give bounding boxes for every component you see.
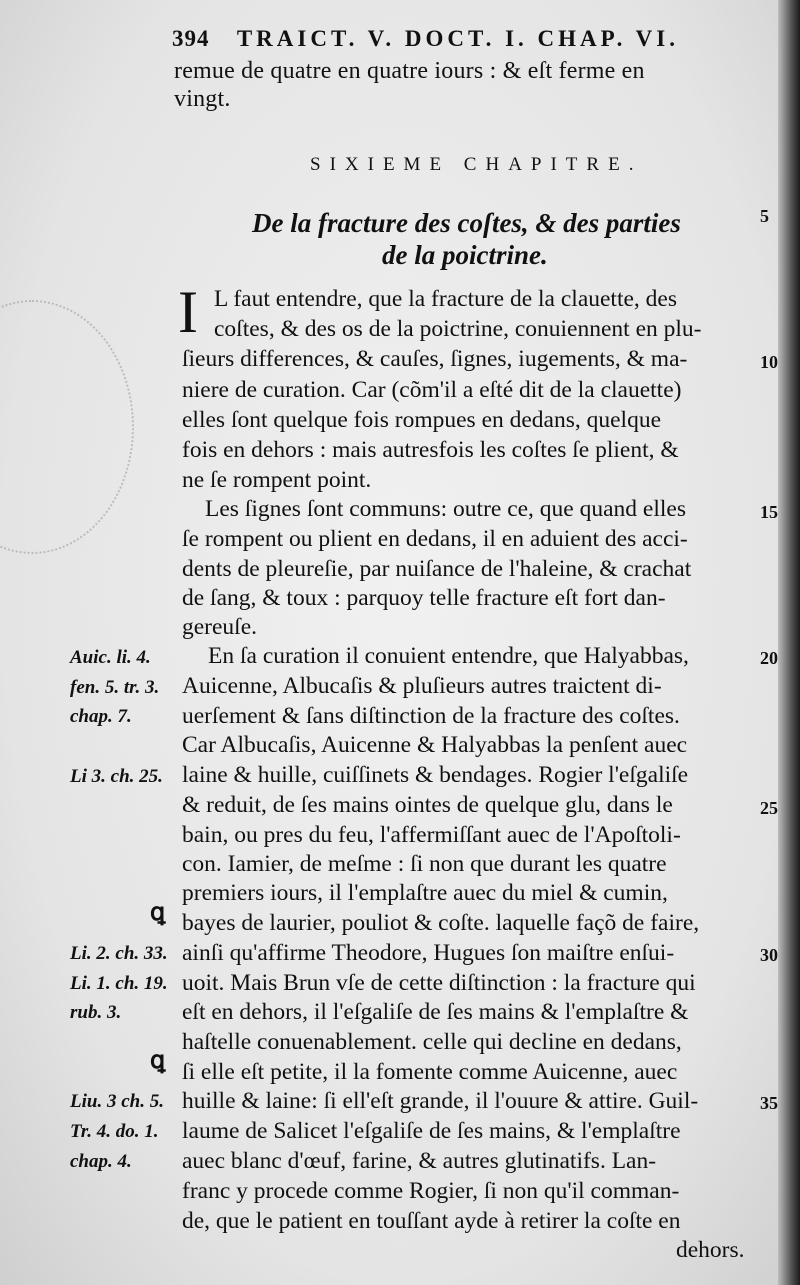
body-line: franc y procede comme Rogier, ſi non qu'il comman- (182, 1178, 680, 1204)
margin-note: Li. 1. ch. 19. (70, 973, 168, 994)
page-number: 394 (172, 26, 210, 51)
margin-note: Li. 2. ch. 33. (70, 943, 168, 964)
body-line: ainſi qu'affirme Theodore, Hugues ſon maiſtre enſui- (182, 940, 675, 966)
body-line: uoit. Mais Brun vſe de cette diſtinction : la fracture qui (182, 970, 696, 996)
line-number: 20 (760, 648, 778, 668)
margin-note: Tr. 4. do. 1. (70, 1121, 159, 1142)
paragraph-mark-glyph: ꝗ (150, 1048, 166, 1074)
book-spine-shadow (778, 0, 800, 1285)
body-line: laine & huille, cuiſſinets & bendages. Rogier l'eſgaliſe (182, 762, 689, 788)
continuation-line: remue de quatre en quatre iours : & eſt ferme en (174, 58, 645, 84)
paragraph-mark-glyph: ꝗ (150, 900, 166, 926)
body-line: niere de curation. Car (cõm'il a eſté dit de la clauette) (182, 377, 682, 403)
body-line: gereuſe. (182, 614, 258, 640)
margin-note: chap. 7. (70, 706, 132, 727)
line-number: 35 (760, 1093, 778, 1113)
body-line: dehors. (676, 1237, 745, 1263)
body-line: laume de Salicet l'eſgaliſe de ſes mains, & l'emplaſtre (182, 1118, 681, 1144)
body-line: auec blanc d'œuf, farine, & autres glutinatifs. Lan- (182, 1148, 657, 1174)
body-line: bayes de laurier, pouliot & coſte. laquelle façõ de faire, (182, 910, 700, 936)
line-number: 30 (760, 945, 778, 965)
body-line: de ſang, & toux : parquoy telle fracture eſt fort dan- (182, 585, 666, 611)
margin-note: chap. 4. (70, 1151, 132, 1172)
body-line: Auicenne, Albucaſis & pluſieurs autres traictent di- (182, 673, 662, 699)
continuation-line: vingt. (174, 86, 231, 112)
library-stamp (0, 300, 134, 554)
margin-note: rub. 3. (70, 1002, 122, 1023)
chapter-subtitle: De la fracture des coſtes, & des parties (252, 208, 681, 238)
body-line: uerſement & ſans diſtinction de la fracture des coſtes. (182, 703, 680, 729)
drop-cap: I (178, 279, 198, 345)
body-line: ſi elle eſt petite, il la fomente comme Auicenne, auec (182, 1059, 678, 1085)
body-line: huille & laine: ſi ell'eſt grande, il l'ouure & attire. Guil- (182, 1088, 699, 1114)
body-line: con. Iamier, de meſme : ſi non que durant les quatre (182, 851, 667, 877)
body-line: premiers iours, il l'emplaſtre auec du miel & cumin, (182, 880, 668, 906)
margin-note: Liu. 3 ch. 5. (70, 1091, 164, 1112)
body-line: fois en dehors : mais autresfois les coſtes ſe plient, & (182, 437, 679, 463)
chapter-heading: SIXIEME CHAPITRE. (310, 154, 643, 175)
margin-note: Auic. li. 4. (70, 647, 151, 668)
body-line: haſtelle conuenablement. celle qui decline en dedans, (182, 1029, 682, 1055)
body-line: ſe rompent ou plient en dedans, il en aduient des acci- (182, 526, 688, 552)
line-number: 5 (760, 206, 769, 226)
body-line: L faut entendre, que la fracture de la clauette, des (214, 286, 678, 312)
body-line: dents de pleureſie, par nuiſance de l'haleine, & crachat (182, 556, 692, 582)
body-line: bain, ou pres du feu, l'affermiſſant auec de l'Apoſtoli- (182, 822, 681, 848)
body-line: Car Albucaſis, Auicenne & Halyabbas la penſent auec (182, 732, 688, 758)
line-number: 10 (760, 352, 778, 372)
body-line: eſt en dehors, il l'eſgaliſe de ſes mains & l'emplaſtre & (182, 999, 689, 1025)
body-line: de, que le patient en touſſant ayde à retirer la coſte en (182, 1208, 681, 1234)
body-line: Les ſignes ſont communs: outre ce, que quand elles (205, 496, 686, 522)
margin-note: Li 3. ch. 25. (70, 766, 163, 787)
body-line: & reduit, de ſes mains ointes de quelque glu, dans le (182, 792, 673, 818)
margin-note: fen. 5. tr. 3. (70, 677, 160, 698)
body-line: En ſa curation il conuient entendre, que Halyabbas, (208, 643, 689, 669)
body-line: ſieurs differences, & cauſes, ſignes, iugements, & ma- (182, 346, 688, 372)
chapter-subtitle: de la poictrine. (382, 240, 548, 270)
body-line: elles ſont quelque fois rompues en dedans, quelque (182, 407, 662, 433)
line-number: 15 (760, 502, 778, 522)
running-title: TRAICT. V. DOCT. I. CHAP. VI. (236, 26, 679, 51)
body-line: coſtes, & des os de la poictrine, conuiennent en plu- (214, 316, 702, 342)
running-header (172, 26, 757, 52)
body-line: ne ſe rompent point. (182, 467, 372, 493)
line-number: 25 (760, 798, 778, 818)
